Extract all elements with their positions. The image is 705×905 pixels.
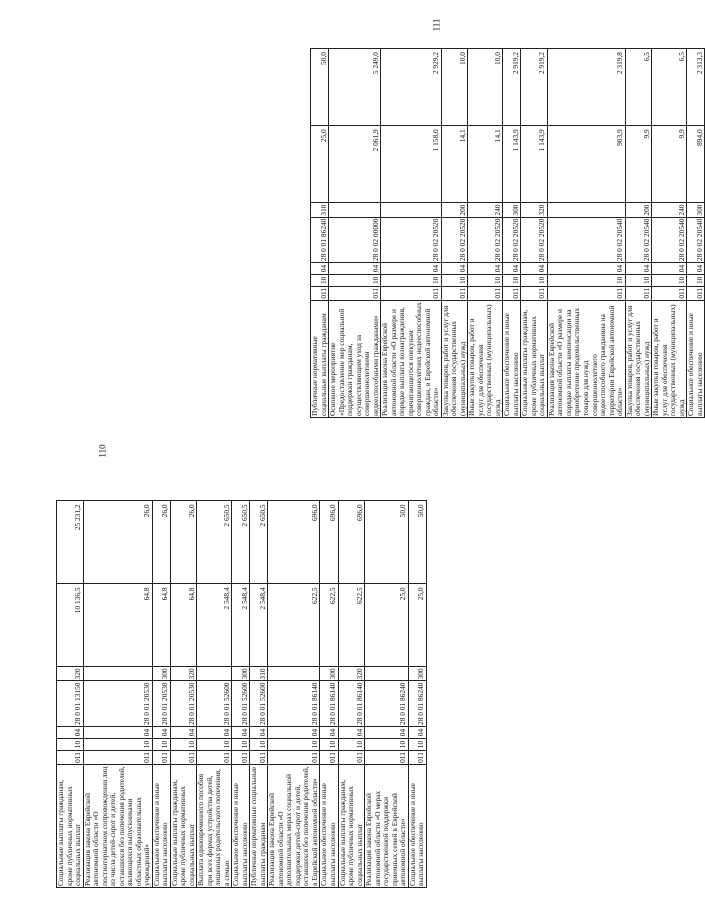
section-code-cell: 10 (83, 739, 152, 751)
row-name-cell: Основное мероприятие «Предоставление мер социальной поддержки гражданам, осуществляющим уход за совершеннолетними недееспособными гражданами» (329, 300, 381, 417)
target-article-cell: 28 0 01 86240 (311, 217, 329, 263)
subsection-code-cell: 04 (83, 727, 152, 739)
amount-year2-cell: 2 650,5 (250, 501, 268, 584)
table-row (250, 501, 268, 888)
target-article-cell: 28 0 01 13150 (57, 681, 84, 727)
subsection-code-cell: 04 (170, 727, 197, 739)
amount-year2-cell: 2 650,5 (232, 501, 250, 584)
amount-year2-cell: 26,0 (170, 501, 197, 584)
subsection-code-cell: 04 (232, 727, 250, 739)
admin-code-cell: 011 (381, 286, 442, 300)
section-code-cell: 10 (320, 739, 338, 751)
admin-code-cell: 011 (268, 751, 320, 765)
section-code-cell: 10 (329, 274, 381, 286)
amount-year2-cell: 2 650,5 (197, 501, 232, 584)
subsection-code-cell: 04 (503, 263, 521, 275)
subsection-code-cell: 04 (250, 727, 268, 739)
amount-year2-cell: 50,0 (311, 49, 329, 126)
table-row (320, 501, 338, 888)
row-name-cell: Иные закупки товаров, работ и услуг для обеспечения государственных (муниципальных) нужд (468, 300, 503, 417)
page-number-110: 110 (97, 444, 108, 458)
subsection-code-cell: 04 (521, 263, 548, 275)
section-code-cell: 10 (170, 739, 197, 751)
subsection-code-cell: 04 (468, 263, 503, 275)
expense-type-cell: 320 (57, 667, 84, 681)
amount-year1-cell: 64,8 (83, 584, 152, 667)
target-article-cell: 28 0 01 52600 (250, 681, 268, 727)
expense-type-cell: 310 (311, 203, 329, 217)
amount-year1-cell: 14,1 (468, 126, 503, 203)
subsection-code-cell: 04 (365, 727, 409, 739)
table-row (381, 49, 442, 418)
expense-type-cell: 240 (468, 203, 503, 217)
target-article-cell: 28 0 02 20520 (521, 217, 548, 263)
section-code-cell: 10 (268, 739, 320, 751)
row-name-cell: Иные закупки товаров, работ и услуг для обеспечения государственных (муниципальных) нужд (652, 300, 687, 417)
subsection-code-cell: 04 (320, 727, 338, 739)
table-row (687, 49, 705, 418)
admin-code-cell: 011 (521, 286, 548, 300)
subsection-code-cell: 04 (329, 263, 381, 275)
table-row (625, 49, 652, 418)
table-row (547, 49, 625, 418)
row-name-cell: Реализация закона Еврейской автономной области «О дополнительных мерах социальной поддержки детей-сирот и детей, оставшихся без попечения родителей, в Еврейской автономной области» (267, 766, 319, 886)
target-article-cell: 28 0 01 86240 (365, 681, 409, 727)
subsection-code-cell: 04 (625, 263, 652, 275)
expense-type-cell: 300 (152, 667, 170, 681)
expense-type-cell (329, 203, 381, 217)
target-article-cell: 28 0 02 20540 (625, 217, 652, 263)
subsection-code-cell: 04 (197, 727, 232, 739)
expense-type-cell (197, 667, 232, 681)
table-row (521, 49, 548, 418)
admin-code-cell: 011 (170, 751, 197, 765)
row-name-cell: Реализация закона Еврейской автономной области «О постинтернатном сопровождении лиц из числа детей-сирот и детей, оставшихся без попечения родителей, являющихся выпускниками областных образовательных учреждений» (82, 766, 152, 886)
section-code-cell: 10 (152, 739, 170, 751)
expense-type-cell (268, 667, 320, 681)
amount-year1-cell: 9,9 (625, 126, 652, 203)
target-article-cell: 28 0 01 86240 (408, 681, 426, 727)
section-code-cell: 10 (365, 739, 409, 751)
subsection-code-cell: 04 (652, 263, 687, 275)
expense-type-cell (381, 203, 442, 217)
amount-year2-cell: 6,5 (625, 49, 652, 126)
expense-type-cell (83, 667, 152, 681)
amount-year1-cell: 2 548,4 (197, 584, 232, 667)
amount-year2-cell: 26,0 (83, 501, 152, 584)
row-name-cell: Реализация закона Еврейской автономной области «О размере и порядке выплаты компенсации на приобретение продовольственных товаров для нужд совершеннолетнего недееспособного гражданина на территории Еврейской автономной области» (547, 300, 625, 417)
target-article-cell: 28 0 02 20520 (468, 217, 503, 263)
admin-code-cell: 011 (365, 751, 409, 765)
row-name-cell: Социальное обеспечение и иные выплаты населению (503, 300, 521, 417)
target-article-cell: 28 0 02 20540 (547, 217, 625, 263)
row-name-cell: Закупка товаров, работ и услуг для обеспечения государственных (муниципальных) нужд (625, 300, 652, 417)
target-article-cell: 28 0 01 20530 (152, 681, 170, 727)
target-article-cell: 28 0 01 20530 (170, 681, 197, 727)
row-name-cell: Социальные выплаты гражданам, кроме публичных нормативных социальных выплат (521, 300, 548, 417)
table-row (652, 49, 687, 418)
subsection-code-cell: 04 (152, 727, 170, 739)
amount-year2-cell: 2 313,3 (687, 49, 705, 126)
admin-code-cell: 011 (625, 286, 652, 300)
expense-type-cell: 300 (232, 667, 250, 681)
amount-year2-cell: 2 319,8 (547, 49, 625, 126)
section-code-cell: 10 (652, 274, 687, 286)
section-code-cell: 10 (338, 739, 365, 751)
expense-type-cell: 320 (170, 667, 197, 681)
expense-type-cell: 310 (250, 667, 268, 681)
admin-code-cell: 011 (503, 286, 521, 300)
target-article-cell: 28 0 01 86140 (338, 681, 365, 727)
target-article-cell: 28 0 01 52600 (232, 681, 250, 727)
amount-year1-cell: 10 136,5 (57, 584, 84, 667)
admin-code-cell: 011 (57, 751, 84, 765)
section-code-cell: 10 (311, 274, 329, 286)
amount-year1-cell: 2 061,9 (329, 126, 381, 203)
row-name-cell: Публичные нормативные социальные выплаты гражданам (250, 765, 268, 888)
section-code-cell: 10 (232, 739, 250, 751)
row-name-cell: Закупка товаров, работ и услуг для обеспечения государственных (муниципальных) нужд (441, 300, 468, 417)
table-row (232, 501, 250, 888)
subsection-code-cell: 04 (441, 263, 468, 275)
row-name-cell: Социальные выплаты гражданам, кроме публичных нормативных социальных выплат (170, 765, 197, 888)
amount-year2-cell: 2 919,2 (503, 49, 521, 126)
admin-code-cell: 011 (320, 751, 338, 765)
amount-year2-cell: 10,0 (441, 49, 468, 126)
amount-year2-cell: 50,0 (365, 501, 409, 584)
table-row (329, 49, 381, 418)
amount-year2-cell: 2 919,2 (521, 49, 548, 126)
page-number-111: 111 (431, 18, 442, 32)
amount-year2-cell: 696,0 (268, 501, 320, 584)
expense-type-cell: 320 (338, 667, 365, 681)
subsection-code-cell: 04 (311, 263, 329, 275)
row-name-cell: Социальное обеспечение и иные выплаты населению (232, 765, 250, 888)
amount-year1-cell: 25,0 (365, 584, 409, 667)
row-name-cell: Публичные нормативные социальные выплаты гражданам (311, 300, 329, 417)
section-code-cell: 10 (197, 739, 232, 751)
expense-type-cell: 300 (687, 203, 705, 217)
amount-year2-cell: 50,0 (408, 501, 426, 584)
subsection-code-cell: 04 (381, 263, 442, 275)
section-code-cell: 10 (408, 739, 426, 751)
target-article-cell: 28 0 01 86140 (320, 681, 338, 727)
expense-type-cell (547, 203, 625, 217)
amount-year1-cell: 903,9 (547, 126, 625, 203)
target-article-cell: 28 0 02 00000 (329, 217, 381, 263)
amount-year2-cell: 6,5 (652, 49, 687, 126)
admin-code-cell: 011 (311, 286, 329, 300)
admin-code-cell: 011 (441, 286, 468, 300)
expense-type-cell: 200 (441, 203, 468, 217)
admin-code-cell: 011 (152, 751, 170, 765)
amount-year2-cell: 696,0 (320, 501, 338, 584)
budget-table-page-111 (310, 48, 705, 418)
table-row (152, 501, 170, 888)
target-article-cell: 28 0 02 20520 (503, 217, 521, 263)
row-name-cell: Реализация закона Еврейской автономной области «О мерах государственной поддержки приемных семей в Еврейской автономной области» (365, 765, 409, 888)
amount-year1-cell: 622,5 (338, 584, 365, 667)
amount-year1-cell: 1 158,0 (381, 126, 442, 203)
amount-year1-cell: 1 143,9 (503, 126, 521, 203)
amount-year1-cell: 2 548,4 (250, 584, 268, 667)
section-code-cell: 10 (57, 739, 84, 751)
section-code-cell: 10 (441, 274, 468, 286)
section-code-cell: 10 (503, 274, 521, 286)
admin-code-cell: 011 (250, 751, 268, 765)
admin-code-cell: 011 (83, 751, 152, 765)
row-name-cell: Выплата единовременного пособия при всех формах устройства детей, лишенных родительского попечения, в семью (197, 765, 232, 888)
table-row (365, 501, 409, 888)
amount-year1-cell: 622,5 (268, 584, 320, 667)
admin-code-cell: 011 (329, 286, 381, 300)
amount-year2-cell: 696,0 (338, 501, 365, 584)
expense-type-cell: 200 (625, 203, 652, 217)
table-row (441, 49, 468, 418)
section-code-cell: 10 (250, 739, 268, 751)
target-article-cell: 28 0 02 20520 (381, 217, 442, 263)
amount-year1-cell: 1 143,9 (521, 126, 548, 203)
subsection-code-cell: 04 (687, 263, 705, 275)
admin-code-cell: 011 (338, 751, 365, 765)
admin-code-cell: 011 (547, 286, 625, 300)
amount-year2-cell: 10,0 (468, 49, 503, 126)
expense-type-cell (365, 667, 409, 681)
target-article-cell: 28 0 02 20540 (652, 217, 687, 263)
amount-year1-cell: 9,9 (652, 126, 687, 203)
admin-code-cell: 011 (652, 286, 687, 300)
row-name-cell: Реализация закона Еврейской автономной области «О размере и порядке выплаты вознаграждения, причитающегося опекунам совершеннолетних недееспособных граждан, в Еврейской автономной области» (381, 300, 442, 417)
subsection-code-cell: 04 (547, 263, 625, 275)
table-row (503, 49, 521, 418)
amount-year1-cell: 14,1 (441, 126, 468, 203)
subsection-code-cell: 04 (408, 727, 426, 739)
expense-type-cell: 300 (408, 667, 426, 681)
subsection-code-cell: 04 (57, 727, 84, 739)
row-name-cell: Социальное обеспечение и иные выплаты населению (152, 765, 170, 888)
section-code-cell: 10 (687, 274, 705, 286)
admin-code-cell: 011 (408, 751, 426, 765)
amount-year1-cell: 25,0 (311, 126, 329, 203)
amount-year1-cell: 622,5 (320, 584, 338, 667)
target-article-cell: 28 0 01 86140 (268, 681, 320, 727)
target-article-cell: 28 0 02 20520 (441, 217, 468, 263)
amount-year2-cell: 25 231,2 (57, 501, 84, 584)
admin-code-cell: 011 (232, 751, 250, 765)
table-row (311, 49, 329, 418)
target-article-cell: 28 0 01 52600 (197, 681, 232, 727)
section-code-cell: 10 (625, 274, 652, 286)
amount-year1-cell: 2 548,4 (232, 584, 250, 667)
amount-year1-cell: 64,8 (152, 584, 170, 667)
row-name-cell: Социальное обеспечение и иные выплаты населению (320, 765, 338, 888)
amount-year2-cell: 5 249,0 (329, 49, 381, 126)
expense-type-cell: 320 (521, 203, 548, 217)
table-row (57, 501, 84, 888)
amount-year1-cell: 64,8 (170, 584, 197, 667)
row-name-cell: Социальные выплаты гражданам, кроме публичных нормативных социальных выплат (338, 765, 365, 888)
table-row (468, 49, 503, 418)
subsection-code-cell: 04 (268, 727, 320, 739)
section-code-cell: 10 (381, 274, 442, 286)
expense-type-cell: 300 (503, 203, 521, 217)
table-row (83, 501, 152, 888)
table-row (197, 501, 232, 888)
row-name-cell: Социальные выплаты гражданам, кроме публичных нормативных социальных выплат (57, 765, 84, 888)
row-name-cell: Социальное обеспечение и иные выплаты населению (687, 300, 705, 417)
section-code-cell: 10 (547, 274, 625, 286)
expense-type-cell: 300 (320, 667, 338, 681)
amount-year2-cell: 2 929,2 (381, 49, 442, 126)
table-row (338, 501, 365, 888)
admin-code-cell: 011 (197, 751, 232, 765)
admin-code-cell: 011 (468, 286, 503, 300)
expense-type-cell: 240 (652, 203, 687, 217)
admin-code-cell: 011 (687, 286, 705, 300)
row-name-cell: Социальное обеспечение и иные выплаты населению (408, 765, 426, 888)
amount-year2-cell: 26,0 (152, 501, 170, 584)
amount-year1-cell: 894,0 (687, 126, 705, 203)
budget-table-page-110 (56, 478, 427, 888)
target-article-cell: 28 0 02 20540 (687, 217, 705, 263)
target-article-cell: 28 0 01 20530 (83, 681, 152, 727)
subsection-code-cell: 04 (338, 727, 365, 739)
amount-year1-cell: 25,0 (408, 584, 426, 667)
table-row (170, 501, 197, 888)
table-row (408, 501, 426, 888)
section-code-cell: 10 (521, 274, 548, 286)
table-row (268, 501, 320, 888)
section-code-cell: 10 (468, 274, 503, 286)
